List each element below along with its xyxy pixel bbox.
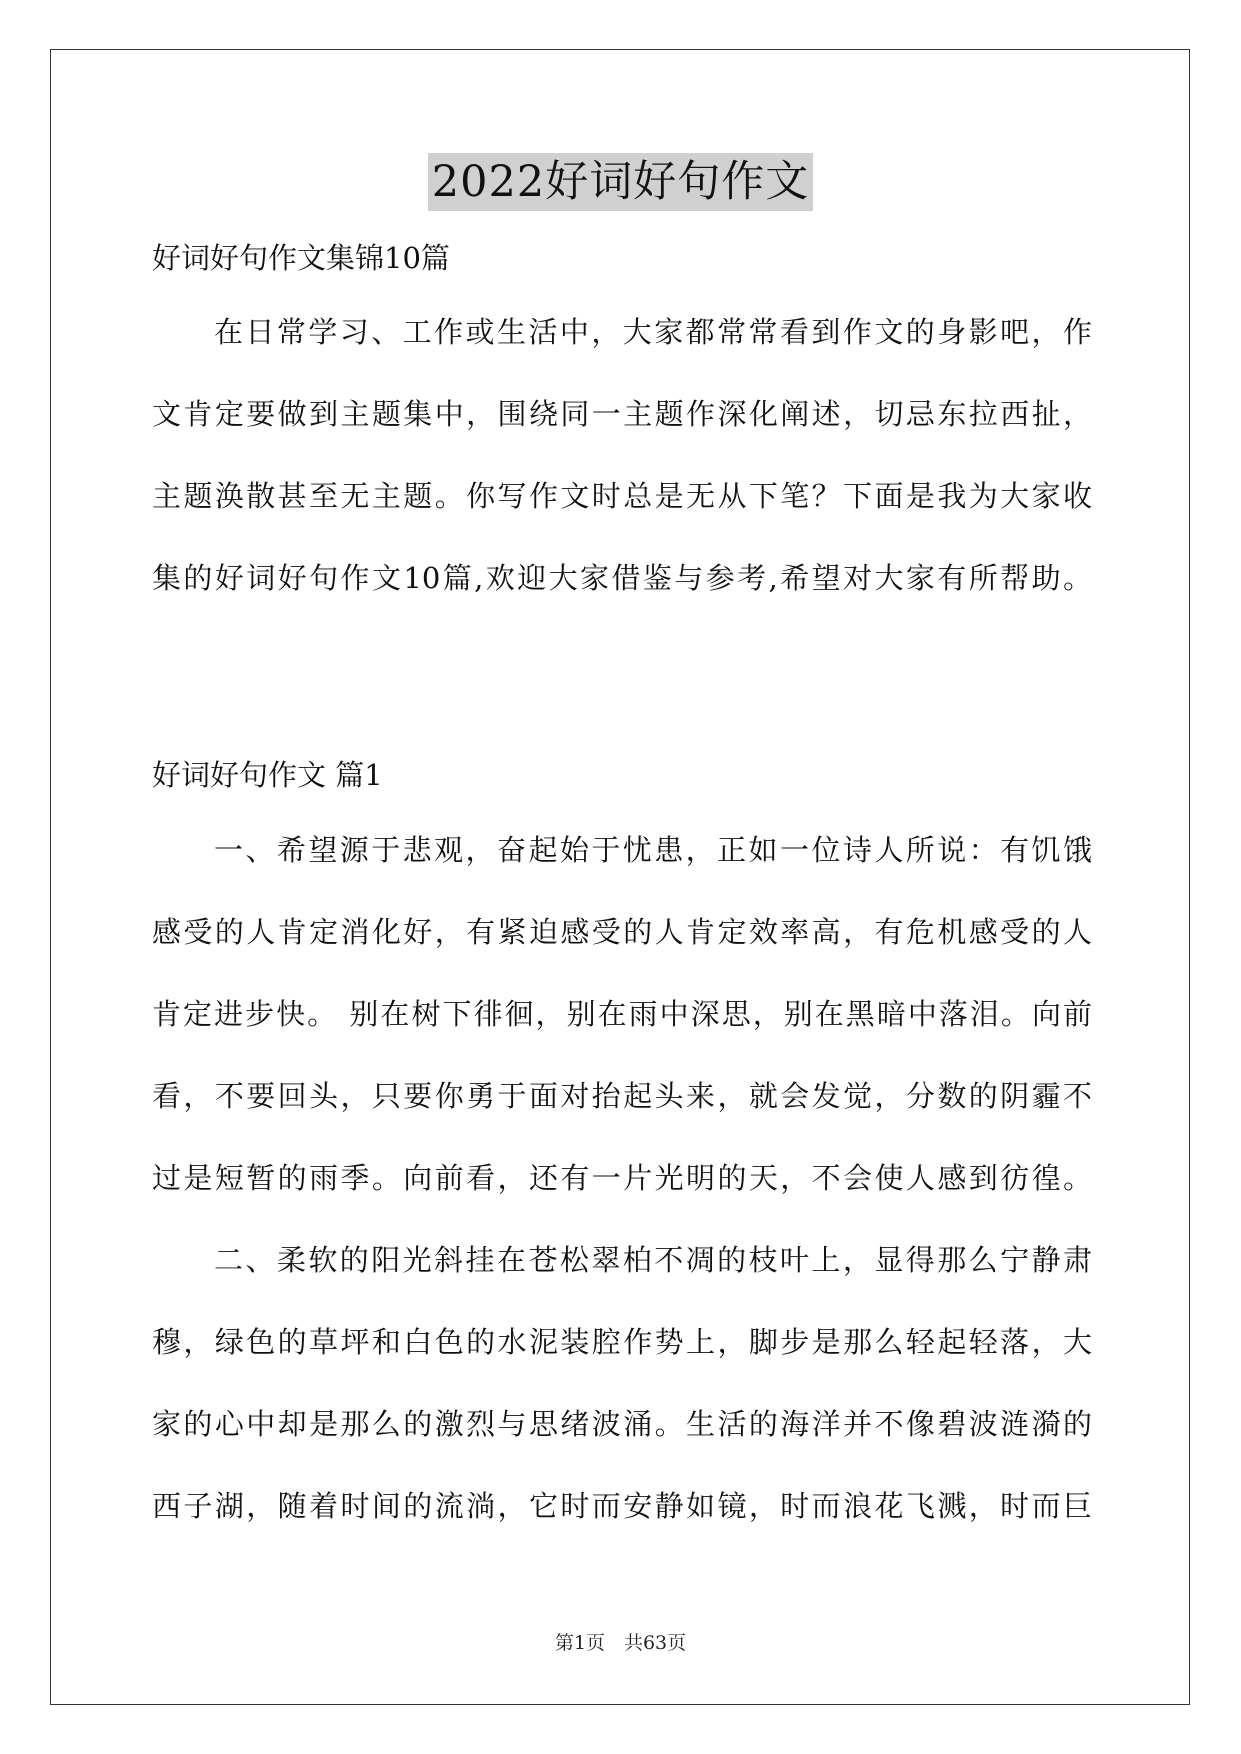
intro-line: 文肯定要做到主题集中，围绕同一主题作深化阐述，切忌东拉西扯，	[152, 397, 1092, 431]
paragraph-line: 过是短暂的雨季。向前看，还有一片光明的天，不会使人感到彷徨。	[152, 1161, 1092, 1195]
paragraph-line: 西子湖，随着时间的流淌，它时而安静如镜，时而浪花飞溅，时而巨	[152, 1489, 1092, 1523]
paragraph-line: 二、柔软的阳光斜挂在苍松翠柏不凋的枝叶上，显得那么宁静肃	[214, 1243, 1092, 1277]
document-title-text: 2022好词好句作文	[428, 153, 813, 211]
paragraph-line: 肯定进步快。 别在树下徘徊，别在雨中深思，别在黑暗中落泪。向前	[152, 997, 1092, 1031]
section-heading-block	[152, 734, 1092, 816]
paragraph-line: 家的心中却是那么的激烈与思绪波涌。生活的海洋并不像碧波涟漪的	[152, 1407, 1092, 1441]
paragraph-2	[152, 1219, 1092, 1547]
intro-paragraph	[152, 291, 1092, 619]
page-number: 第1页 共63页	[554, 1632, 687, 1654]
document-title	[0, 153, 1241, 211]
paragraph-line: 感受的人肯定消化好，有紧迫感受的人肯定效率高，有危机感受的人	[152, 915, 1092, 949]
page-footer	[0, 1630, 1241, 1656]
intro-line: 在日常学习、工作或生活中，大家都常常看到作文的身影吧，作	[214, 315, 1092, 349]
paragraph-line: 一、希望源于悲观，奋起始于忧患，正如一位诗人所说：有饥饿	[214, 833, 1092, 867]
paragraph-line: 看，不要回头，只要你勇于面对抬起头来，就会发觉，分数的阴霾不	[152, 1079, 1092, 1113]
intro-line: 主题涣散甚至无主题。你写作文时总是无从下笔？下面是我为大家收	[152, 479, 1092, 513]
paragraph-1	[152, 809, 1092, 1219]
document-subtitle: 好词好句作文集锦10篇	[152, 241, 450, 275]
paragraph-line: 穆，绿色的草坪和白色的水泥装腔作势上，脚步是那么轻起轻落，大	[152, 1325, 1092, 1359]
subtitle-block	[152, 217, 1092, 299]
intro-line: 集的好词好句作文10篇,欢迎大家借鉴与参考,希望对大家有所帮助。	[152, 561, 1092, 595]
section-heading: 好词好句作文 篇1	[152, 758, 383, 792]
